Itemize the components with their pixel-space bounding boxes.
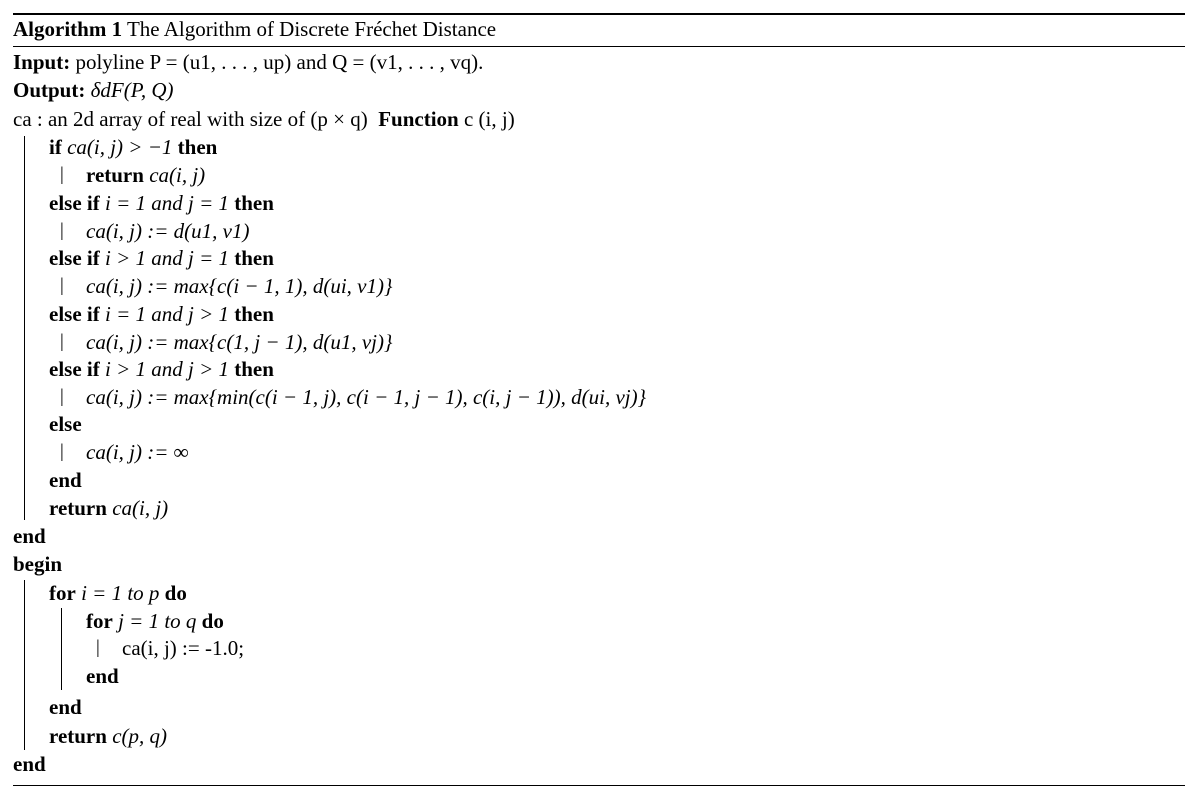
code-line-assign: ca(i, j) := max{min(c(i − 1, j), c(i − 1, j − 1), c(i, j − 1)), d(ui, vj)} [86,385,646,409]
algorithm-caption [13,16,496,42]
cond: ca(i, j) > −1 [67,135,173,159]
cond: i > 1 and j > 1 [104,357,229,381]
declaration-text: ca : an 2d array of real with size of (p × q) [13,107,368,131]
cond: i = 1 and j > 1 [104,302,229,326]
kw: return [49,496,107,520]
kw: for [49,581,76,605]
caption-rule [13,46,1185,47]
code-line-if [49,134,217,160]
code-line-assign: ca(i, j) := ∞ [86,440,189,464]
input-line [13,49,483,75]
code-line-elseif [49,190,274,216]
for-block-bar [61,608,62,690]
caption-label: Algorithm 1 [13,17,123,41]
code-line-init: ca(i, j) := -1.0; [122,636,245,660]
code-line-for [86,608,224,634]
kw: return [49,724,107,748]
code-line-end: end [13,752,46,776]
code-line-begin: begin [13,552,63,576]
code-line-elseif [49,301,274,327]
kw: then [234,246,274,270]
top-rule [13,13,1185,15]
kw: else if [49,357,100,381]
kw: do [164,581,187,605]
cond: i = 1 and j = 1 [104,191,229,215]
cond: i = 1 to p [81,581,160,605]
cond: i > 1 and j = 1 [104,246,229,270]
function-signature: c (i, j) [463,107,515,131]
kw: then [177,135,218,159]
function-keyword: Function [378,107,459,131]
block-tick: | [60,164,64,185]
block-tick: | [60,441,64,462]
kw: return [86,163,144,187]
output-text: δdF(P, Q) [90,78,174,102]
kw: else if [49,302,100,326]
kw: for [86,609,113,633]
code-line-end: end [49,468,82,492]
code-line-end: end [49,695,82,719]
kw: then [234,191,274,215]
expr: ca(i, j) [112,496,169,520]
kw: else if [49,191,100,215]
block-tick: | [96,637,100,658]
function-block-bar [24,136,25,520]
cond: j = 1 to q [118,609,197,633]
code-line-return [49,495,168,521]
input-label: Input: [13,50,71,74]
kw: if [49,135,62,159]
output-line [13,77,173,103]
declaration-line [13,106,515,132]
code-line-return [49,723,167,749]
block-tick: | [60,275,64,296]
expr: c(p, q) [112,724,167,748]
block-tick: | [60,331,64,352]
code-line-assign: ca(i, j) := max{c(i − 1, 1), d(ui, v1)} [86,274,393,298]
code-line-end: end [13,524,46,548]
block-tick: | [60,220,64,241]
input-text: polyline P = (u1, . . . , up) and Q = (v1, . . . , vq). [75,50,484,74]
expr: ca(i, j) [149,163,206,187]
output-label: Output: [13,78,86,102]
code-line-else: else [49,412,82,436]
caption-title: The Algorithm of Discrete Fréchet Distance [126,17,497,41]
code-line-return [86,162,205,188]
kw: do [201,609,224,633]
kw: then [234,302,274,326]
kw: else if [49,246,100,270]
block-tick: | [60,386,64,407]
kw: then [234,357,274,381]
code-line-for [49,580,187,606]
main-block-bar [24,580,25,750]
bottom-rule [13,785,1185,786]
code-line-elseif [49,245,274,271]
code-line-end: end [86,664,119,688]
code-line-assign: ca(i, j) := max{c(1, j − 1), d(u1, vj)} [86,330,393,354]
code-line-elseif [49,356,274,382]
code-line-assign: ca(i, j) := d(u1, v1) [86,219,250,243]
